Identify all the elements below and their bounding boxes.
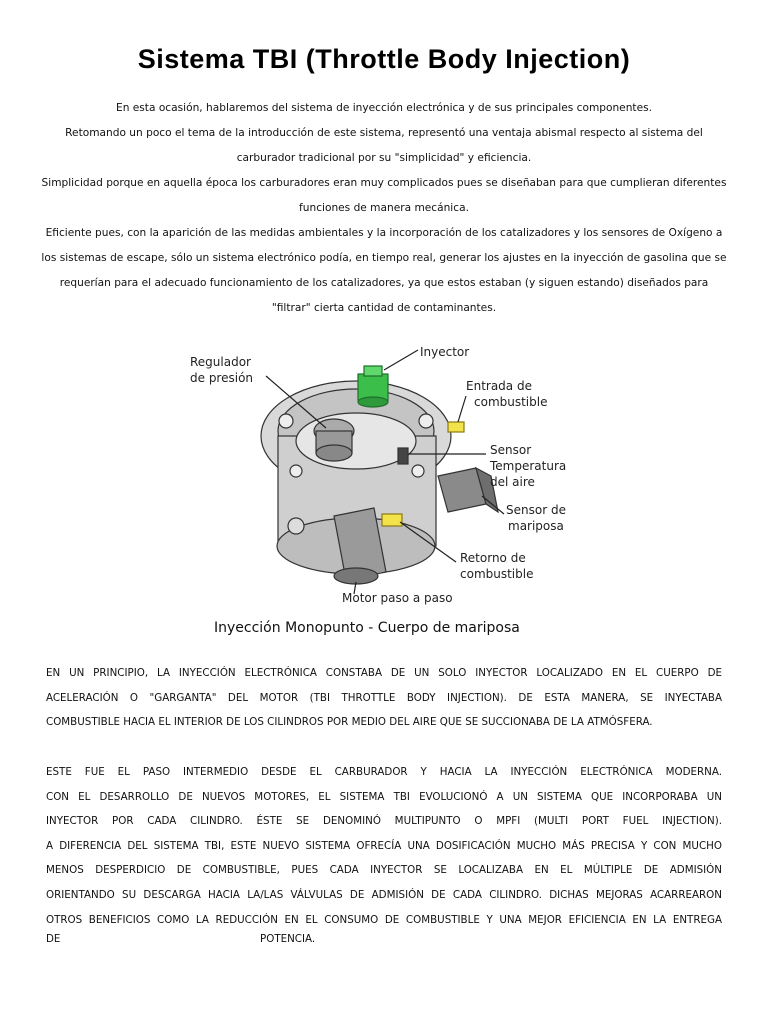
paragraph-tbi-origin (46, 661, 722, 735)
label-entrada-1: Entrada de (466, 379, 532, 393)
label-inyector: Inyector (420, 345, 470, 359)
figure-caption: Inyección Monopunto - Cuerpo de mariposa (214, 620, 520, 636)
paragraph-line: INYECTOR POR CADA CILINDRO. ÉSTE SE DENOMINÓ MULTIPUNTO O MPFI (MULTI PORT FUEL INJECTION). (46, 815, 722, 828)
document-title: Sistema TBI (Throttle Body Injection) (137, 44, 631, 74)
throttle-body-illustration (186, 336, 578, 642)
label-retorno-2: combustible (460, 567, 534, 581)
intro-text (40, 96, 728, 321)
label-regulador-2: de presión (190, 371, 254, 385)
label-retorno-1: Retorno de (460, 551, 526, 565)
tail-word-potencia: POTENCIA. (260, 933, 316, 945)
label-regulador-1: Regulador (190, 355, 251, 369)
label-sensor-temp-3: del aire (490, 475, 535, 489)
label-sensor-temp-2: Temperatura (490, 459, 567, 473)
paragraph-line: ORIENTANDO SU DESCARGA HACIA LA/LAS VÁLVULAS DE ADMISIÓN DE CADA CILINDRO. DICHAS MEJORAS ACARREARON (46, 888, 722, 901)
label-sensor-mariposa-2: mariposa (508, 519, 564, 533)
intro-paragraph: Retomando un poco el tema de la introducción de este sistema, representó una ventaja abismal respecto al sistema del carburador tradicional por su "simplicidad" y eficiencia. (65, 127, 703, 164)
paragraph-line: A DIFERENCIA DEL SISTEMA TBI, ESTE NUEVO SISTEMA OFRECÍA UNA DOSIFICACIÓN MUCHO MÁS PRECISA Y CON MUCHO (46, 839, 722, 852)
intro-paragraph: Simplicidad porque en aquella época los carburadores eran muy complicados pues se diseñaban para que cumplieran diferentes funciones de manera mecánica. (41, 177, 727, 214)
paragraph-line: ESTE FUE EL PASO INTERMEDIO DESDE EL CARBURADOR Y HACIA LA INYECCIÓN ELECTRÓNICA MODERNA. (46, 766, 722, 778)
paragraph-line: MENOS DESPERDICIO DE COMBUSTIBLE, PUES CADA INYECTOR SE LOCALIZABA EN EL MÚLTIPLE DE ADMISIÓN (46, 864, 722, 877)
paragraph-line: ACELERACIÓN O "GARGANTA" DEL MOTOR (TBI THROTTLE BODY INJECTION). DE ESTA MANERA, SE INYECTABA (46, 691, 722, 704)
label-motor-paso: Motor paso a paso (342, 591, 453, 605)
label-sensor-temp-1: Sensor (490, 443, 532, 457)
label-sensor-mariposa-1: Sensor de (506, 503, 566, 517)
tail-word-de: DE (46, 933, 61, 945)
paragraph-mpfi-evolution (46, 760, 722, 932)
intro-paragraph: En esta ocasión, hablaremos del sistema de inyección electrónica y de sus principales componentes. (116, 102, 652, 114)
intro-paragraph: Eficiente pues, con la aparición de las medidas ambientales y la incorporación de los catalizadores y los sensores de Oxígeno a los sistemas de escape, sólo un sistema electrónico podía, en tiempo real, generar los ajustes en la inyección de gasolina que se requerían para el adecuado funcionamiento de los catalizadores, ya que estos estaban (y siguen estando) diseñados para "filtrar" cierta cantidad de contaminantes. (41, 227, 727, 314)
paragraph-line: OTROS BENEFICIOS COMO LA REDUCCIÓN EN EL CONSUMO DE COMBUSTIBLE Y UNA MEJOR EFICIENCIA EN LA ENTREGA (46, 913, 722, 926)
paragraph-line: EN UN PRINCIPIO, LA INYECCIÓN ELECTRÓNICA CONSTABA DE UN SOLO INYECTOR LOCALIZADO EN EL CUERPO DE (46, 667, 722, 679)
label-entrada-2: combustible (474, 395, 548, 409)
paragraph-line: COMBUSTIBLE HACIA EL INTERIOR DE LOS CILINDROS POR MEDIO DEL AIRE QUE SE SUCCIONABA DE LA ATMÓSFERA. (46, 716, 653, 729)
tbi-diagram-figure (186, 336, 578, 642)
paragraph-line: CON EL DESARROLLO DE NUEVOS MOTORES, EL SISTEMA TBI EVOLUCIONÓ A UN SISTEMA QUE INCORPORABA UN (46, 790, 722, 803)
